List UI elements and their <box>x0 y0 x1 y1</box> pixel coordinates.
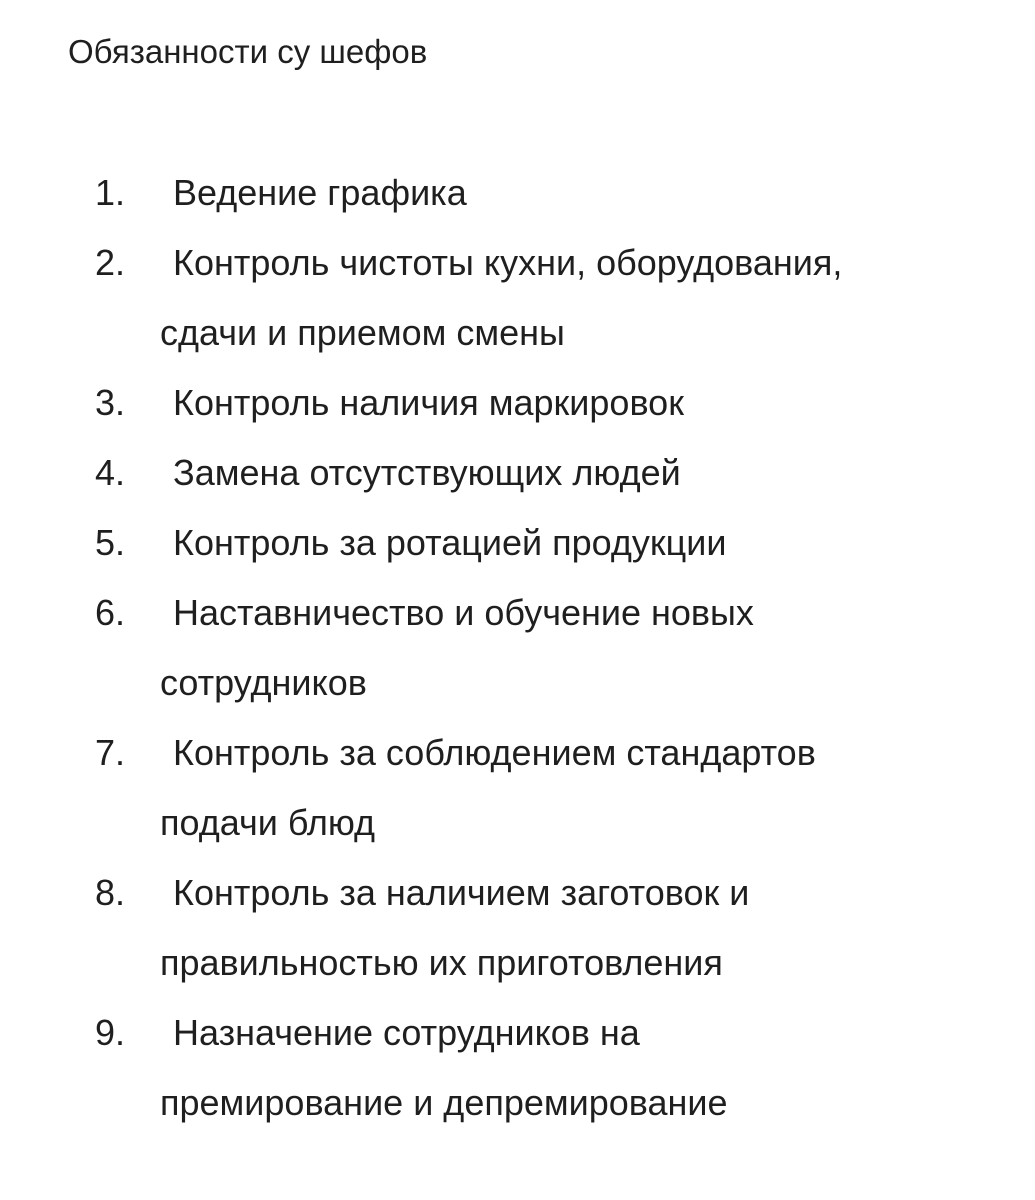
list-item-text-continuation: сотрудников <box>160 662 367 703</box>
document-title: Обязанности су шефов <box>68 33 428 70</box>
list-item <box>0 508 1035 578</box>
list-item-text: Контроль за ротацией продукции <box>173 522 727 563</box>
list-item <box>0 368 1035 438</box>
list-item-text-continuation: подачи блюд <box>160 802 376 843</box>
list-item-text: Ведение графика <box>173 172 467 213</box>
list-item-number: 6. <box>95 592 126 633</box>
list-item-text: Контроль за наличием заготовок и <box>173 872 750 913</box>
list-item-number: 4. <box>95 452 126 493</box>
list-item-number: 1. <box>95 172 126 213</box>
list-item-text: Наставничество и обучение новых <box>173 592 754 633</box>
list-item <box>0 228 1035 368</box>
list-item-number: 3. <box>95 382 126 423</box>
list-item <box>0 718 1035 858</box>
list-item-text: Замена отсутствующих людей <box>173 452 681 493</box>
list-item-text-continuation: правильностью их приготовления <box>160 942 723 983</box>
list-item-text-continuation: премирование и депремирование <box>160 1082 728 1123</box>
duties-list <box>0 158 1035 1138</box>
list-item-text: Контроль за соблюдением стандартов <box>173 732 816 773</box>
list-item <box>0 158 1035 228</box>
list-item <box>0 858 1035 998</box>
list-item-number: 7. <box>95 732 126 773</box>
list-item-number: 2. <box>95 242 126 283</box>
list-item-text: Контроль чистоты кухни, оборудования, <box>173 242 843 283</box>
list-item-number: 5. <box>95 522 126 563</box>
list-item-number: 9. <box>95 1012 126 1053</box>
list-item-text: Назначение сотрудников на <box>173 1012 640 1053</box>
list-item-text: Контроль наличия маркировок <box>173 382 684 423</box>
list-item-text-continuation: сдачи и приемом смены <box>160 312 565 353</box>
list-item <box>0 998 1035 1138</box>
list-item-number: 8. <box>95 872 126 913</box>
list-item <box>0 578 1035 718</box>
list-item <box>0 438 1035 508</box>
